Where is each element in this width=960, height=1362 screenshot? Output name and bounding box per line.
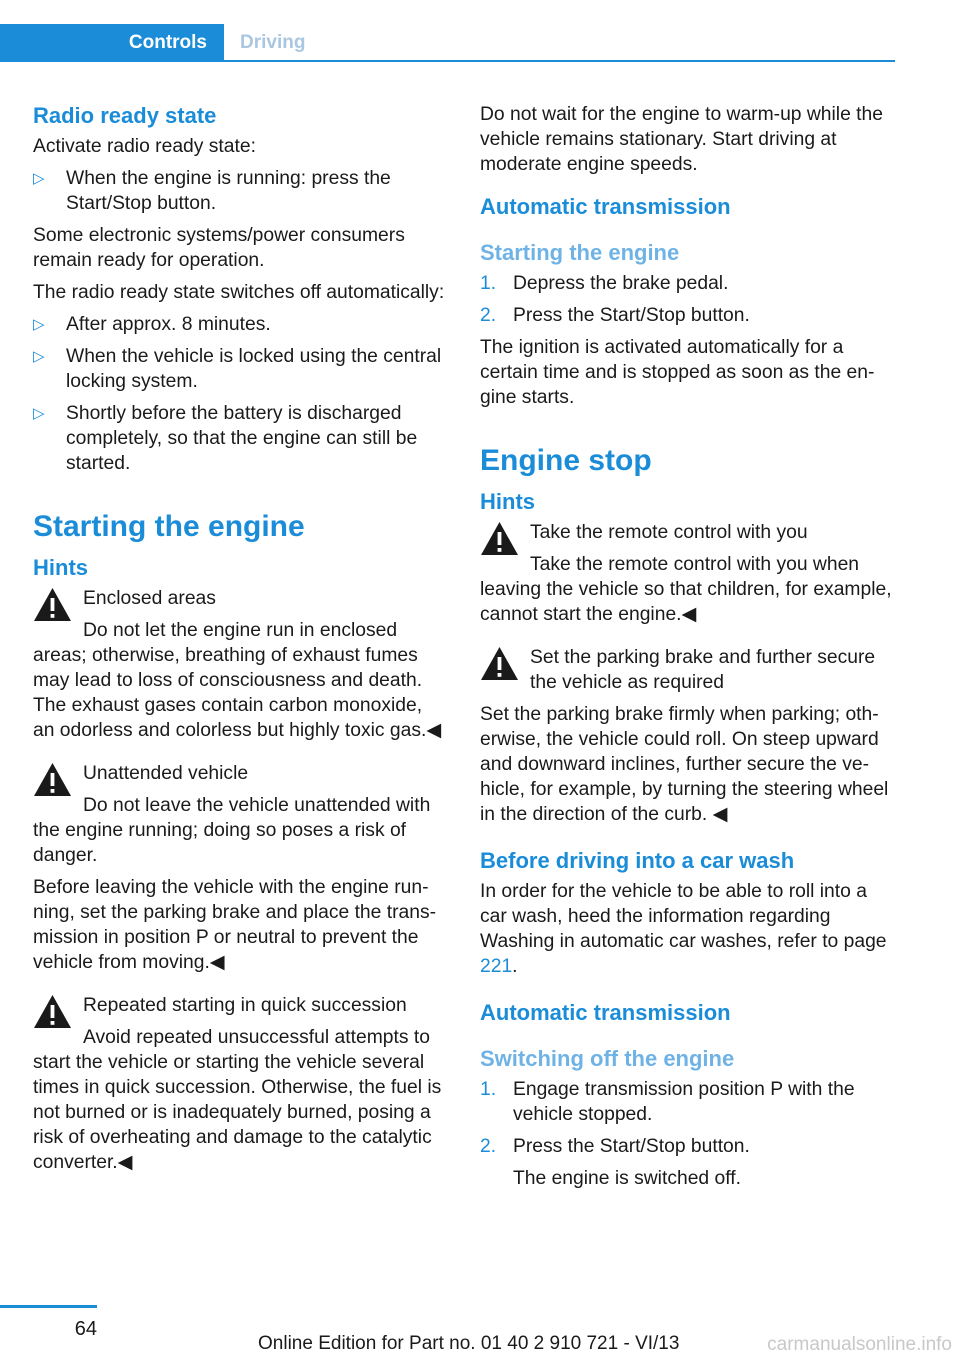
warning-triangle-icon <box>480 646 519 681</box>
section-title-car-wash: Before driving into a car wash <box>480 848 795 873</box>
section-title-automatic-transmission: Automatic transmission <box>480 1000 731 1025</box>
subsection-title-starting-engine: Starting the engine <box>480 240 680 265</box>
radio-intro: Activate radio ready state: <box>33 136 256 157</box>
subsection-title-hints: Hints <box>33 555 88 580</box>
radio-off-list <box>33 312 448 476</box>
section-title-radio-ready: Radio ready state <box>33 103 217 128</box>
step-number: 2. <box>480 305 497 326</box>
subsection-title-switching-off: Switching off the engine <box>480 1046 735 1071</box>
warning-body: Do not leave the vehicle unattended with the engine running; doing so poses a risk of danger. <box>33 795 431 866</box>
car-wash-paragraph: In order for the vehicle to be able to roll into a car wash, heed the information regarding Washing in automatic car washes, refer to page 221. <box>480 881 887 977</box>
warning-enclosed-areas <box>33 586 448 743</box>
warmup-paragraph: Do not wait for the engine to warm-up while the vehicle remains stationary. Start driving at moderate engine speeds. <box>480 104 883 175</box>
tab-controls-label: Controls <box>128 32 207 53</box>
warning-body: Set the parking brake firmly when parking; otherwise, the vehicle could roll. On steep upward and downward inclines, further secure the vehicle, for example, by turning the steering wheel in the direction of the curb. ◀ <box>480 704 889 825</box>
watermark: carmanualsonline.info <box>767 1334 952 1355</box>
radio-activate-list <box>33 166 448 216</box>
section-title-engine-stop: Engine stop <box>480 444 652 477</box>
radio-paragraph: The radio ready state switches off automatically: <box>33 282 445 303</box>
step-result: The engine is switched off. <box>513 1168 741 1189</box>
warning-body: Avoid repeated unsuccessful attempts to start the vehicle or starting the vehicle several times in quick succession. Otherwise, the fuel is not burned or is inadequately burned, posing a risk of overheating and damage to the catalytic converter.◀ <box>33 1027 442 1173</box>
triangle-bullet-icon: ▷ <box>33 405 45 422</box>
warning-triangle-icon <box>33 762 72 797</box>
page-number: 64 <box>74 1318 97 1340</box>
warning-title: Enclosed areas <box>83 588 216 609</box>
ignition-paragraph: The ignition is activated automatically for a certain time and is stopped as soon as the engine starts. <box>480 337 875 408</box>
left-column <box>33 102 448 1182</box>
step-number: 2. <box>480 1136 497 1157</box>
list-item: ▷ After approx. 8 minutes. <box>33 314 271 335</box>
warning-triangle-icon <box>33 994 72 1029</box>
chapter-header <box>0 0 895 62</box>
triangle-bullet-icon: ▷ <box>33 316 45 333</box>
tab-controls[interactable] <box>0 24 224 60</box>
radio-paragraph: Some electronic systems/power consumers remain ready for operation. <box>33 225 405 271</box>
right-column <box>480 102 895 1198</box>
warning-triangle-icon <box>480 521 519 556</box>
warning-title: Unattended vehicle <box>83 763 249 784</box>
page-link[interactable]: 221 <box>480 956 513 977</box>
list-item: 2. Press the Start/Stop button. <box>480 1136 750 1157</box>
triangle-bullet-icon: ▷ <box>33 170 45 187</box>
warning-body: Do not let the engine run in enclosed areas; otherwise, breathing of exhaust fumes may lead to loss of consciousness and death. The exhaust gases contain carbon monoxide, an odorless and colorless but highly toxic gas.◀ <box>33 620 442 741</box>
list-item: 1. Engage transmission position P with the vehicle stopped. <box>480 1079 855 1125</box>
warning-triangle-icon <box>33 587 72 622</box>
list-item: ▷ When the vehicle is locked using the central locking system. <box>33 346 442 392</box>
warning-repeated-starting <box>33 993 448 1175</box>
warning-title: Take the remote control with you <box>530 522 808 543</box>
section-title-automatic-transmission: Automatic transmission <box>480 194 731 219</box>
tab-driving-label: Driving <box>240 32 306 53</box>
subsection-title-hints: Hints <box>480 489 535 514</box>
warning-body-continued: Before leaving the vehicle with the engine running, set the parking brake and place the transmission in position P or neutral to prevent the vehicle from moving.◀ <box>33 877 437 973</box>
warning-title: Set the parking brake and further secure the vehicle as required <box>530 647 876 693</box>
warning-unattended-vehicle <box>33 761 448 868</box>
warning-remote-control <box>480 520 895 627</box>
warning-body: Take the remote control with you when leaving the vehicle so that children, for example, cannot start the engine.◀ <box>480 554 892 625</box>
triangle-bullet-icon: ▷ <box>33 348 45 365</box>
list-item: ▷ When the engine is running: press the Start/Stop button. <box>33 168 391 214</box>
warning-parking-brake <box>480 645 895 827</box>
footer-rule <box>0 1305 97 1308</box>
stop-steps-list <box>480 1077 895 1159</box>
edition-note: Online Edition for Part no. 01 40 2 910 721 - VI/13 <box>258 1333 680 1354</box>
section-title-starting-engine: Starting the engine <box>33 510 305 543</box>
warning-title: Repeated starting in quick succession <box>83 995 407 1016</box>
list-item: 1. Depress the brake pedal. <box>480 273 729 294</box>
start-steps-list <box>480 271 895 328</box>
list-item: ▷ Shortly before the battery is discharged completely, so that the engine can still be started. <box>33 403 418 474</box>
step-number: 1. <box>480 1079 497 1100</box>
tab-driving[interactable] <box>240 24 305 60</box>
step-number: 1. <box>480 273 497 294</box>
header-rule <box>0 60 895 62</box>
list-item: 2. Press the Start/Stop button. <box>480 305 750 326</box>
